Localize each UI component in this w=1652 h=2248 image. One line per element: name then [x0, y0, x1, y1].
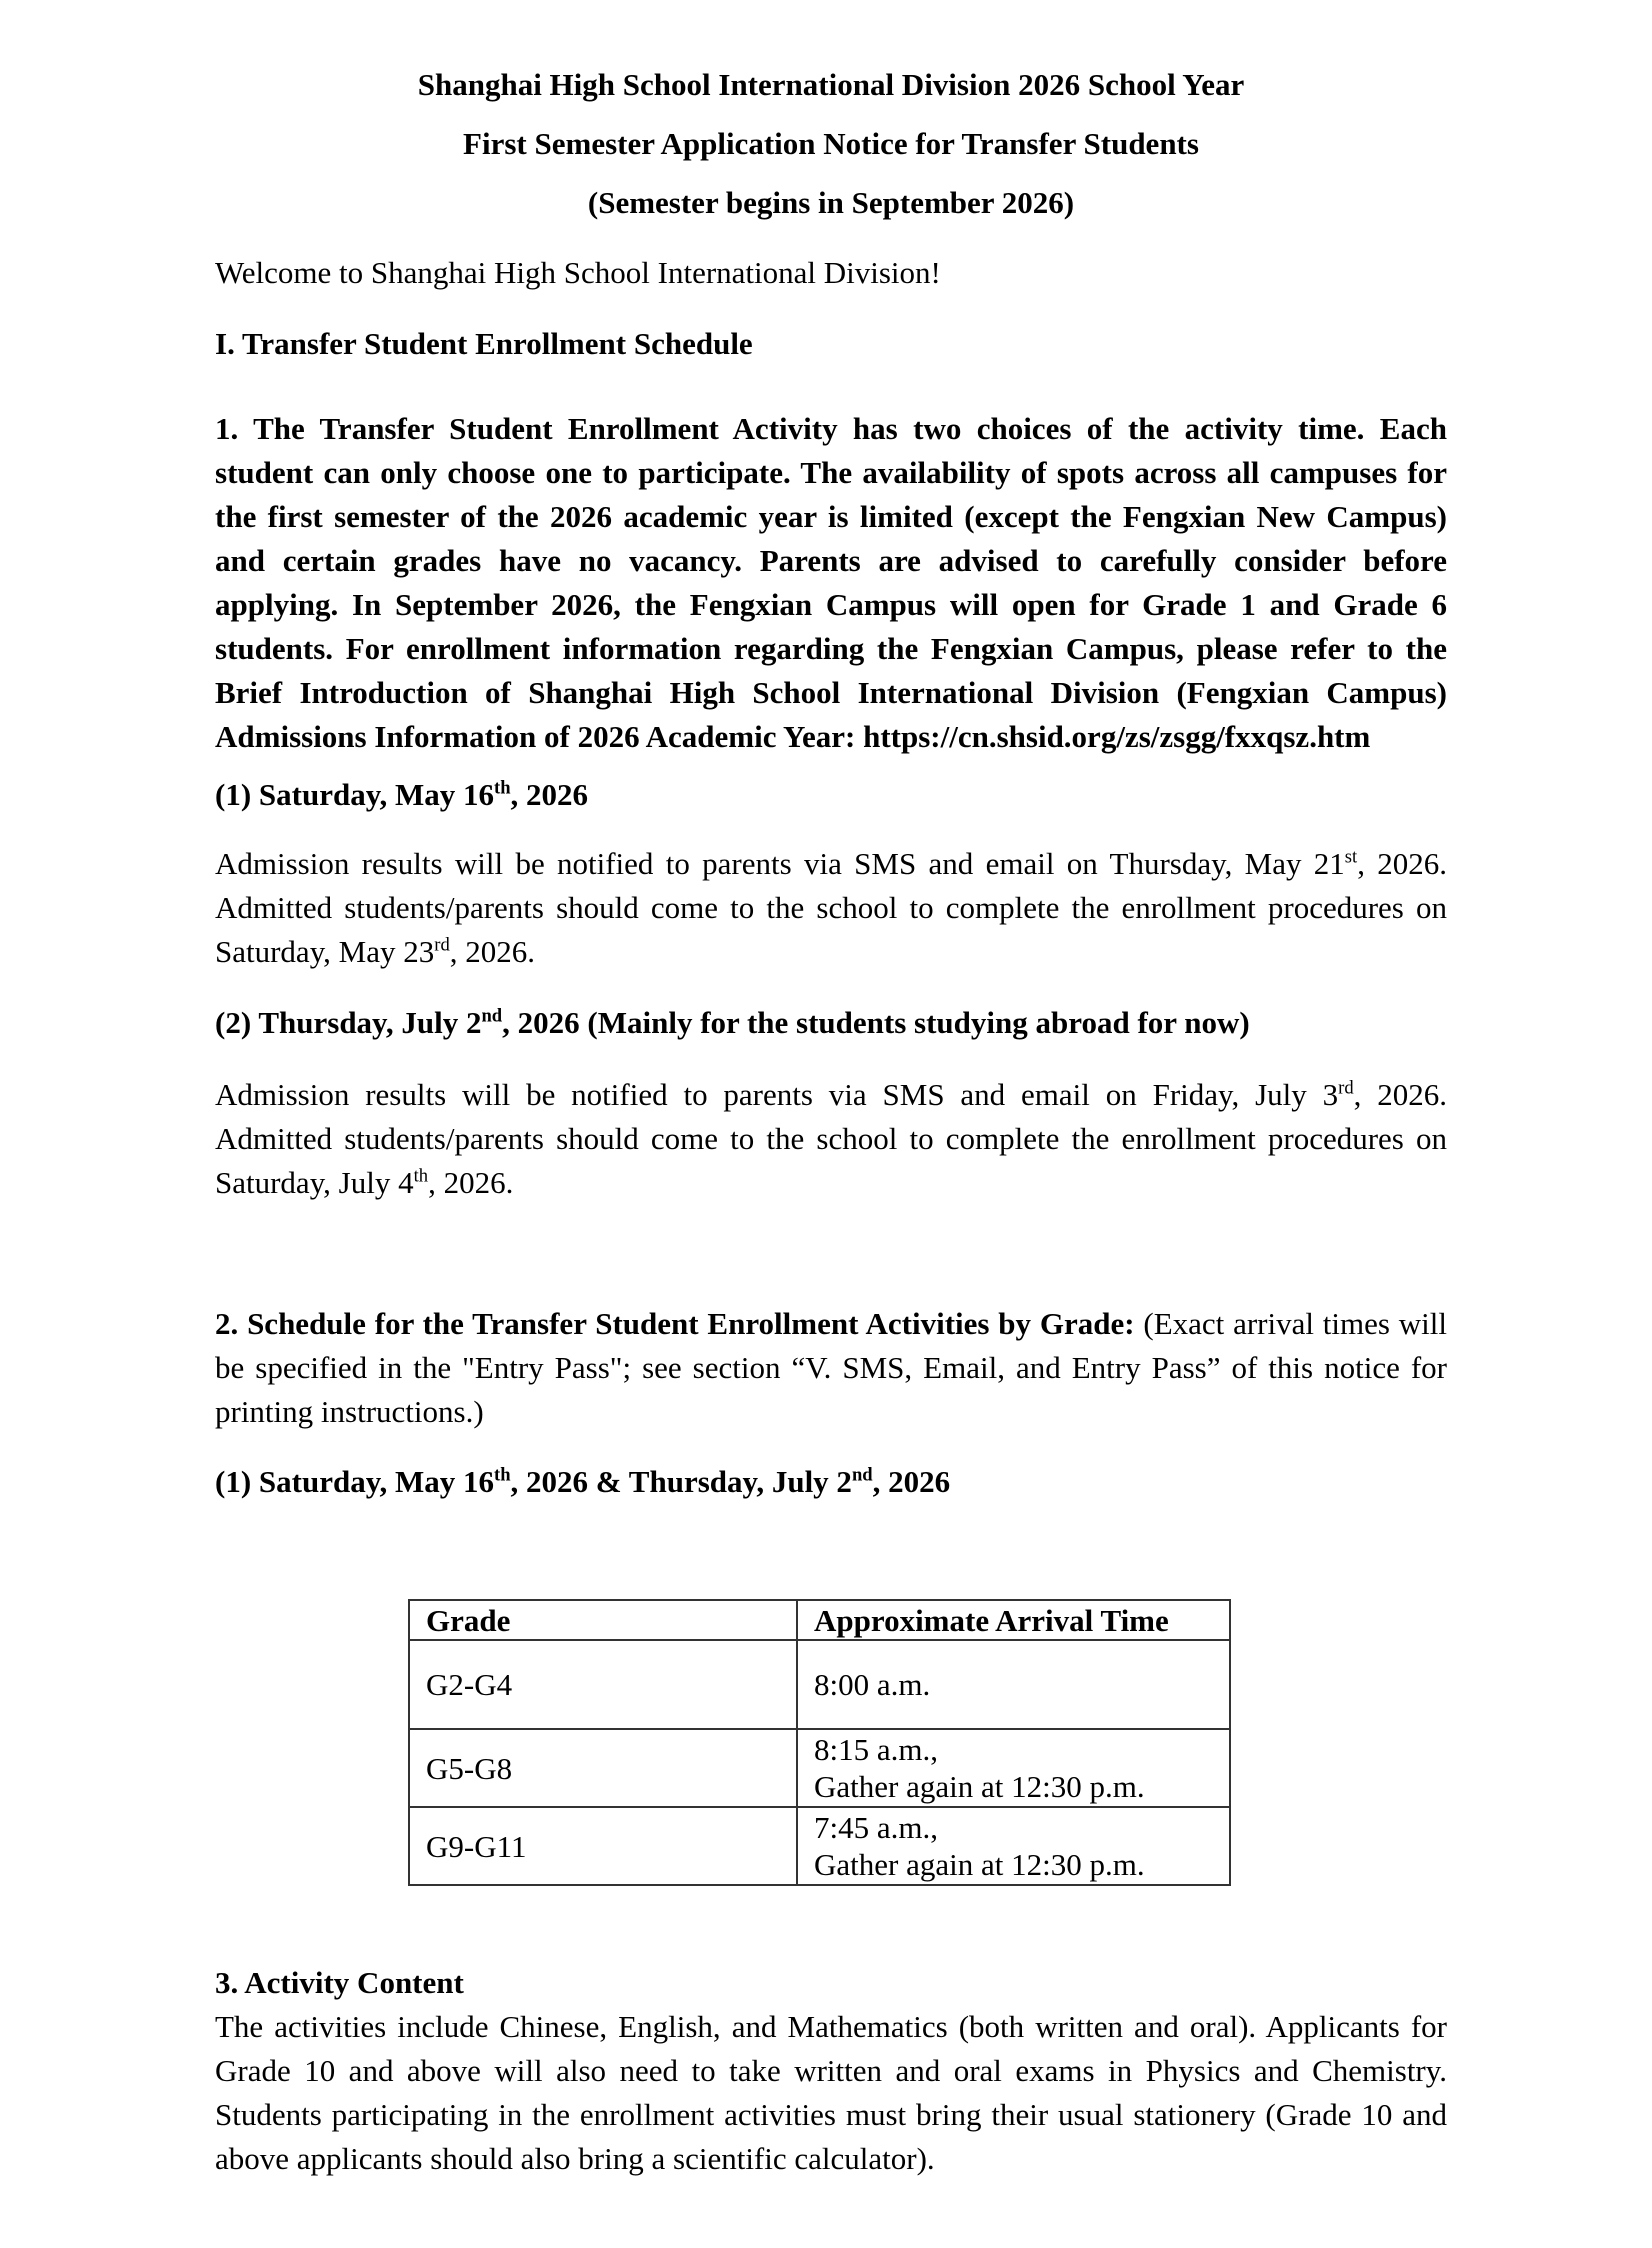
- dates-combined-heading: (1) Saturday, May 16th, 2026 & Thursday, July 2nd, 2026: [215, 1464, 951, 1499]
- doc-title-line-1: Shanghai High School International Division 2026 School Year: [417, 67, 1245, 102]
- schedule-table: [408, 1599, 1231, 1886]
- col-header-arrival-time: Approximate Arrival Time: [797, 1600, 1230, 1640]
- section-heading-enrollment-schedule: I. Transfer Student Enrollment Schedule: [215, 326, 753, 361]
- table-row-g2-g4: [409, 1640, 1230, 1729]
- time-line: Gather again at 12:30 p.m.: [814, 1847, 1145, 1882]
- item1-paragraph: 1. The Transfer Student Enrollment Activity has two choices of the activity time. Each student can only choose one to participate. The availability of spots across all campuses for the first semester of the 2026 academic year is limited (except the Fengxian New Campus) and certain grades have no vacancy. Parents are advised to carefully consider before applying. In September 2026, the Fengxian Campus will open for Grade 1 and Grade 6 students. For enrollment information regarding the Fengxian Campus, please refer to the Brief Introduction of Shanghai High School International Division (Fengxian Campus) Admissions Information of 2026 Academic Year: https://cn.shsid.org/zs/zsgg/fxxqsz.htm: [215, 411, 1447, 754]
- item3-paragraph: The activities include Chinese, English, and Mathematics (both written and oral). Applicants for Grade 10 and above will also need to take written and oral exams in Physics and Chemistry. Students participating in the enrollment activities must bring their usual stationery (Grade 10 and above applicants should also bring a scientific calculator).: [215, 2009, 1447, 2176]
- time-cell: [797, 1807, 1230, 1885]
- table-row-g5-g8: [409, 1729, 1230, 1807]
- time-line: 8:15 a.m.,: [814, 1732, 938, 1767]
- grade-cell: G5-G8: [409, 1729, 797, 1807]
- doc-title-line-2: First Semester Application Notice for Transfer Students: [463, 126, 1199, 161]
- grade-cell: G2-G4: [409, 1640, 797, 1729]
- option2-paragraph: Admission results will be notified to parents via SMS and email on Friday, July 3rd, 2026. Admitted students/parents should come to the school to complete the enrollment procedures on Saturday, July 4th, 2026.: [215, 1077, 1447, 1200]
- welcome-line: Welcome to Shanghai High School International Division!: [215, 255, 941, 290]
- item2-paragraph: [215, 1302, 1447, 1434]
- col-header-grade: Grade: [409, 1600, 797, 1640]
- option2-date-heading: (2) Thursday, July 2nd, 2026 (Mainly for the students studying abroad for now): [215, 1005, 1250, 1040]
- option1-date-heading: (1) Saturday, May 16th, 2026: [215, 777, 589, 812]
- option1-paragraph: Admission results will be notified to parents via SMS and email on Thursday, May 21st, 2026. Admitted students/parents should come to the school to complete the enrollment procedures on Saturday, May 23rd, 2026.: [215, 846, 1447, 969]
- time-cell: [797, 1729, 1230, 1807]
- doc-title-line-3: (Semester begins in September 2026): [587, 185, 1075, 220]
- time-line: Gather again at 12:30 p.m.: [814, 1769, 1145, 1804]
- item3-heading: 3. Activity Content: [215, 1965, 464, 2000]
- item2-rest-text: (Exact arrival times will be specified in the "Entry Pass"; see section “V. SMS, Email, and Entry Pass” of this notice for printing instructions.): [215, 1306, 1447, 1429]
- time-line: 8:00 a.m.: [814, 1667, 931, 1702]
- table-header-row: [409, 1600, 1230, 1640]
- table-row-g9-g11: [409, 1807, 1230, 1885]
- time-cell: [797, 1640, 1230, 1729]
- grade-cell: G9-G11: [409, 1807, 797, 1885]
- time-line: 7:45 a.m.,: [814, 1810, 938, 1845]
- item2-lead-text: 2. Schedule for the Transfer Student Enrollment Activities by Grade:: [215, 1306, 1135, 1341]
